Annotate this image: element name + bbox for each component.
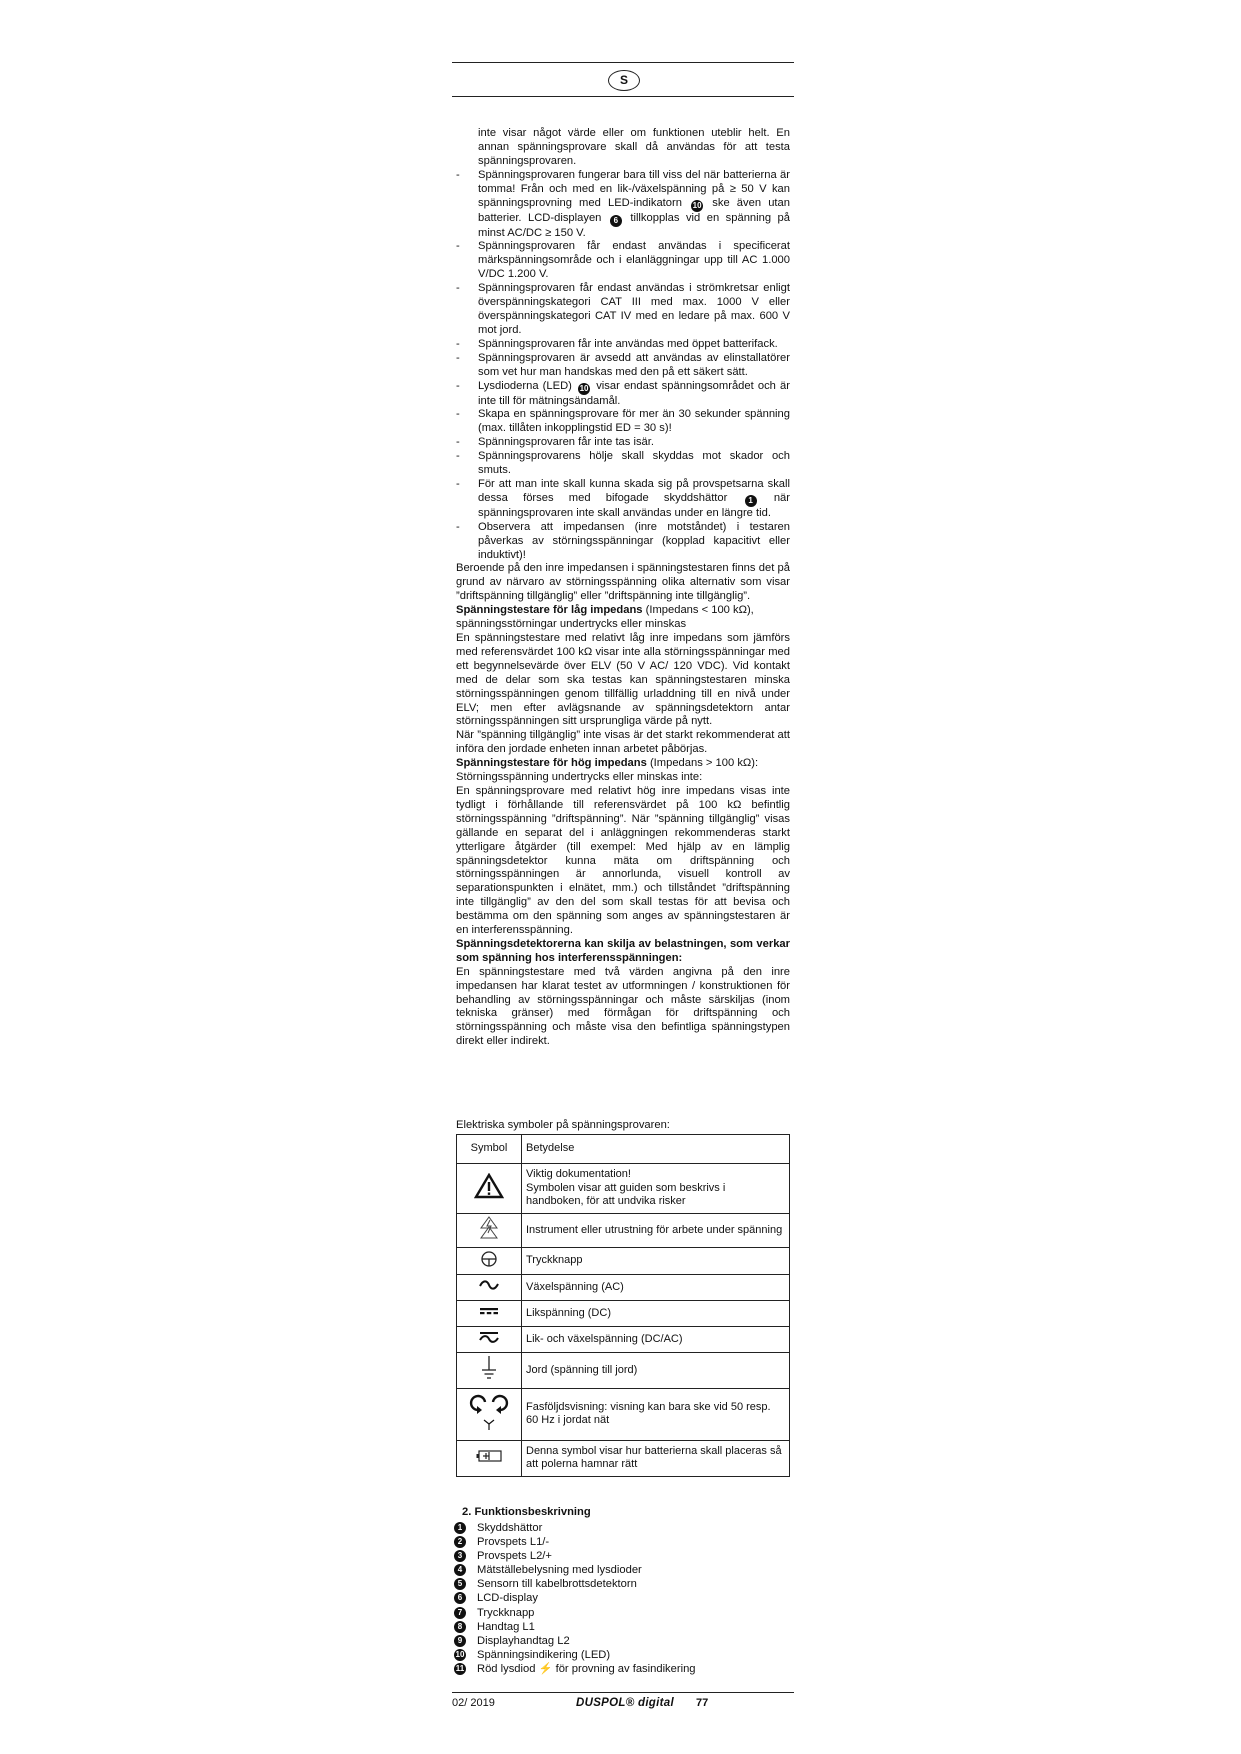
subheading: Störningsspänning undertrycks eller minskas inte: (456, 771, 703, 784)
paragraph: En spänningstestare med två värden angivna på den inre impedansen har klarat testet av utformningen / konstruktionen för behandling av störningsspänningar och måste särskiljas (inom tekniska gränser) med förmågan för driftspänning och störningsspänning och måste visa den befintliga spänningstypen direkt eller indirekt. (456, 965, 790, 1048)
header-rule-top (452, 62, 794, 63)
symbols-table (456, 1134, 790, 1477)
callout-number: 10 (455, 1649, 465, 1659)
footer-brand: DUSPOL® digital (576, 1697, 674, 1709)
dc-icon (479, 1306, 499, 1316)
page-number: 77 (696, 1697, 709, 1709)
callout-number: 8 (454, 1621, 466, 1633)
symbol-meaning: Likspänning (DC) (522, 1301, 790, 1327)
callout-number: 1 (745, 495, 757, 507)
phase-rotation-icon (468, 1392, 510, 1432)
callout-number: 6 (610, 215, 622, 227)
paragraph: När ”spänning tillgänglig” inte visas är det starkt rekommenderat att införa den jordade enheten innan arbetet påbörjas. (456, 729, 790, 756)
live-work-instrument-icon (480, 1216, 498, 1240)
list-item: 8 Handtag L1 (452, 1620, 696, 1634)
symbols-header-symbol: Symbol (457, 1135, 522, 1164)
detector-heading: Spänningsdetektorerna kan skilja av belastningen, som verkar som spänning hos interferensspänningen: (456, 937, 790, 964)
bullet-item: - Spänningsprovaren är avsedd att användas av elinstallatörer som vet hur man handskas med den på ett säkert sätt. (456, 351, 790, 378)
list-item: 1 Skyddshättor (452, 1521, 696, 1535)
language-badge: S (608, 70, 640, 91)
high-impedance-heading: Spänningstestare för hög impedans (Impedans > 100 kΩ): (456, 757, 759, 770)
footer-date: 02/ 2019 (452, 1697, 495, 1709)
ac-dc-icon (479, 1331, 499, 1343)
symbol-meaning: Fasföljdsvisning: visning kan bara ske vid 50 resp. 60 Hz i jordat nät (522, 1388, 790, 1440)
callout-number: 10 (692, 200, 702, 210)
push-button-icon (480, 1250, 498, 1268)
parts-list (452, 1521, 696, 1676)
callout-number: 4 (454, 1564, 466, 1576)
list-item: 4 Mätställebelysning med lysdioder (452, 1563, 696, 1577)
callout-number: 11 (455, 1663, 465, 1673)
callout-number: 2 (454, 1536, 466, 1548)
symbols-header-meaning: Betydelse (522, 1135, 790, 1164)
list-item: 5 Sensorn till kabelbrottsdetektorn (452, 1577, 696, 1591)
paragraph: Beroende på den inre impedansen i spänningstestaren finns det på grund av närvaro av störningsspänning olika alternativ som visar ”driftspänning tillgänglig” eller ”driftspänning inte tillgänglig”. (456, 562, 790, 603)
callout-number: 1 (454, 1522, 466, 1534)
list-item: 6 LCD-display (452, 1591, 696, 1605)
paragraph: En spänningsprovare med relativt hög inre impedans visas inte tydligt i förhållande till referensvärdet på 100 kΩ befintlig störningsspänning ”driftspänning”. När ”spänning tillgänglig” visas gällande en separat del i anläggningen rekommenderas starkt ytterligare åtgärder (till exempel: Med hjälp av en lämplig spänningsdetektor kunna mäta om driftspänning och störningsspänningen är annorlunda, visuell kontroll av separationspunkten i elnätet, mm.) och tillståndet ”driftspänning inte tillgänglig” av den del som skall testas för att bevisa och bestämma om den spänning som anges av spänningstestaren är en interferensspänning. (456, 784, 790, 937)
header-rule-bottom (452, 96, 794, 97)
list-item: 7 Tryckknapp (452, 1606, 696, 1620)
bullet-continuation: inte visar något värde eller om funktionen uteblir helt. En annan spänningsprovare skall då användas för att testa spänningsprovaren. (478, 127, 790, 167)
list-item: 2 Provspets L1/- (452, 1535, 696, 1549)
bullet-item: - Spänningsprovaren får endast användas i specificerat märkspänningsområde och i elanläggningar upp till AC 1.000 V/DC 1.200 V. (456, 240, 790, 281)
section-title: 2. Funktionsbeskrivning (462, 1506, 591, 1518)
callout-number: 5 (454, 1578, 466, 1590)
bullet-item: - Spänningsprovaren får endast användas i strömkretsar enligt överspänningskategori CAT III med max. 1000 V eller överspänningskategori CAT IV med en ledare på max. 600 V mot jord. (456, 282, 790, 336)
symbol-meaning: Denna symbol visar hur batterierna skall placeras så att polerna hamnar rätt (522, 1440, 790, 1476)
callout-number: 3 (454, 1550, 466, 1562)
symbol-meaning: Växelspänning (AC) (522, 1275, 790, 1301)
earth-ground-icon (480, 1355, 498, 1381)
battery-polarity-icon (475, 1448, 503, 1464)
callout-number: 9 (454, 1635, 466, 1647)
ac-icon (479, 1280, 499, 1290)
callout-number: 7 (454, 1607, 466, 1619)
bullet-item: - Spänningsprovarens hölje skall skyddas mot skador och smuts. (456, 450, 790, 477)
warning-triangle-icon (474, 1173, 504, 1199)
body-text (456, 127, 790, 1049)
bullet-item: - Spänningsprovaren fungerar bara till viss del när batterierna är tomma! Från och med en lik-/växelspänning på ≥ 50 V kan spänningsprovning med LED-indikatorn 10 ske även utan batterier. LCD-displayen 6 tillkopplas vid en spänning på minst AC/DC ≥ 150 V. (456, 168, 790, 239)
symbol-meaning: Tryckknapp (522, 1247, 790, 1275)
list-item: 9 Displayhandtag L2 (452, 1634, 696, 1648)
footer-rule (452, 1692, 794, 1693)
callout-number: 10 (579, 383, 589, 393)
subheading: spänningsstörningar undertrycks eller minskas (456, 618, 687, 631)
list-item: 10 Spänningsindikering (LED) (455, 1648, 611, 1661)
bullet-item: - Skapa en spänningsprovare för mer än 30 sekunder spänning (max. tillåten inkopplingstid ED = 30 s)! (456, 408, 790, 435)
paragraph: En spänningstestare med relativt låg inre impedans som jämförs med referensvärdet 100 kΩ visar inte alla störningsspänningar med ett begynnelsevärde över ELV (50 V AC/ 120 VDC). Vid kontakt med de delar som ska testas kan spänningstestaren minska störningsspänningen genom tillfällig urladdning till en nivå under ELV; men efter avlägsnande av spänningsdetektorn antar störningsspänningen sitt ursprungliga värde på nytt. (456, 632, 790, 728)
symbols-caption: Elektriska symboler på spänningsprovaren: (456, 1119, 670, 1131)
symbol-meaning: Jord (spänning till jord) (522, 1353, 790, 1389)
callout-number: 6 (454, 1592, 466, 1604)
bullet-item: - Lysdioderna (LED) 10 visar endast spänningsområdet och är inte till för mätningsändamål. (456, 379, 790, 407)
list-item: 11 Röd lysdiod ⚡ för provning av fasindikering (455, 1662, 696, 1675)
bullet-item: - Spänningsprovaren får inte tas isär. (456, 436, 654, 449)
low-impedance-heading: Spänningstestare för låg impedans (Impedans < 100 kΩ), (456, 604, 754, 617)
bullet-item: - Observera att impedansen (inre motståndet) i testaren påverkas av störningsspänningar (kopplad kapacitivt eller induktivt)! (456, 520, 790, 561)
list-item: 3 Provspets L2/+ (452, 1549, 696, 1563)
manual-page (452, 0, 797, 1754)
bullet-item: - För att man inte skall kunna skada sig på provspetsarna skall dessa förses med bifogade skyddshättor 1 när spänningsprovaren inte skall användas under en längre tid. (456, 477, 790, 519)
symbol-meaning: Instrument eller utrustning för arbete under spänning (522, 1214, 790, 1248)
symbol-meaning: Viktig dokumentation! Symbolen visar att guiden som beskrivs i handboken, för att undvika risker (522, 1164, 790, 1214)
bullet-item: - Spänningsprovaren får inte användas med öppet batterifack. (456, 337, 778, 350)
symbol-meaning: Lik- och växelspänning (DC/AC) (522, 1327, 790, 1353)
